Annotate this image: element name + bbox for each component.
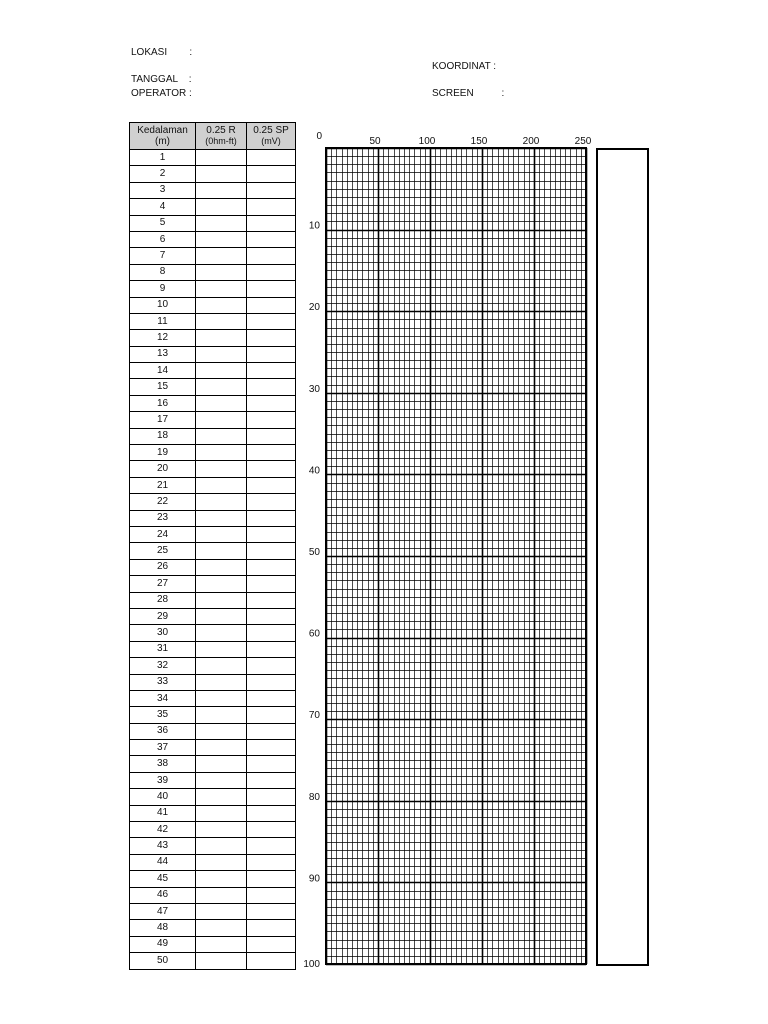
y-tick-label: 10: [308, 220, 320, 232]
header-resistivity-line1: 0.25 R: [206, 125, 236, 136]
header-resistivity-line2: (0hm-ft): [205, 136, 237, 146]
depth-cell: 5: [130, 215, 196, 231]
y-tick-label: 30: [308, 383, 320, 395]
depth-cell: 14: [130, 363, 196, 379]
y-tick-label: 70: [308, 710, 320, 722]
depth-cell: 18: [130, 428, 196, 444]
depth-cell: 44: [130, 854, 196, 870]
depth-cell: 10: [130, 297, 196, 313]
depth-cell: 7: [130, 248, 196, 264]
header-sp-line1: 0.25 SP: [253, 125, 289, 136]
depth-cell: 35: [130, 707, 196, 723]
lokasi-label: LOKASI :: [131, 47, 193, 58]
depth-cell: 20: [130, 461, 196, 477]
depth-cell: 12: [130, 330, 196, 346]
y-tick-label: 50: [308, 547, 320, 558]
depth-cell: 25: [130, 543, 196, 559]
depth-cell: 38: [130, 756, 196, 772]
depth-cell: 36: [130, 723, 196, 739]
depth-cell: 3: [130, 182, 196, 198]
header-kedalaman-line2: (m): [155, 136, 170, 147]
header-kedalaman-line1: Kedalaman: [137, 125, 188, 136]
depth-cell: 41: [130, 805, 196, 821]
y-tick-label: 60: [308, 628, 320, 640]
depth-cell: 37: [130, 740, 196, 756]
depth-cell: 40: [130, 789, 196, 805]
y-tick-label: 20: [308, 302, 320, 314]
screen-label: SCREEN :: [432, 88, 505, 99]
depth-cell: 11: [130, 313, 196, 329]
y-tick-label: 90: [308, 873, 320, 885]
depth-cell: 39: [130, 772, 196, 788]
depth-cell: 15: [130, 379, 196, 395]
y-tick-label: 100: [303, 959, 320, 970]
depth-cell: 22: [130, 494, 196, 510]
x-tick-label: 150: [470, 136, 488, 147]
depth-cell: 24: [130, 526, 196, 542]
depth-cell: 42: [130, 822, 196, 838]
depth-cell: 48: [130, 920, 196, 936]
depth-cell: 32: [130, 658, 196, 674]
operator-label: OPERATOR :: [131, 88, 192, 99]
depth-cell: 49: [130, 936, 196, 952]
depth-cell: 6: [130, 231, 196, 247]
depth-cell: 8: [130, 264, 196, 280]
depth-cell: 47: [130, 903, 196, 919]
depth-cell: 13: [130, 346, 196, 362]
depth-cell: 33: [130, 674, 196, 690]
notes-column-box[interactable]: [596, 148, 649, 966]
depth-cell: 9: [130, 281, 196, 297]
depth-cell: 17: [130, 412, 196, 428]
depth-cell: 21: [130, 477, 196, 493]
depth-cell: 1: [130, 150, 196, 166]
koordinat-label: KOORDINAT :: [432, 61, 497, 72]
depth-cell: 19: [130, 445, 196, 461]
depth-cell: 50: [130, 953, 196, 969]
depth-cell: 26: [130, 559, 196, 575]
depth-cell: 28: [130, 592, 196, 608]
depth-cell: 46: [130, 887, 196, 903]
tanggal-label: TANGGAL :: [131, 74, 192, 85]
depth-cell: 16: [130, 395, 196, 411]
y-tick-label: 80: [308, 791, 320, 803]
depth-cell: 27: [130, 576, 196, 592]
depth-cell: 4: [130, 199, 196, 215]
depth-cell: 34: [130, 690, 196, 706]
depth-cell: 31: [130, 641, 196, 657]
x-tick-label: 250: [574, 136, 592, 147]
depth-cell: 2: [130, 166, 196, 182]
x-tick-label: 0: [316, 131, 322, 142]
x-tick-label: 200: [522, 136, 540, 147]
x-tick-label: 100: [418, 136, 436, 147]
x-tick-label: 50: [369, 136, 381, 147]
depth-cell: 23: [130, 510, 196, 526]
depth-cell: 30: [130, 625, 196, 641]
header-sp-line2: (mV): [261, 136, 281, 146]
depth-cell: 45: [130, 871, 196, 887]
depth-cell: 43: [130, 838, 196, 854]
y-tick-label: 40: [308, 465, 320, 477]
depth-cell: 29: [130, 608, 196, 624]
